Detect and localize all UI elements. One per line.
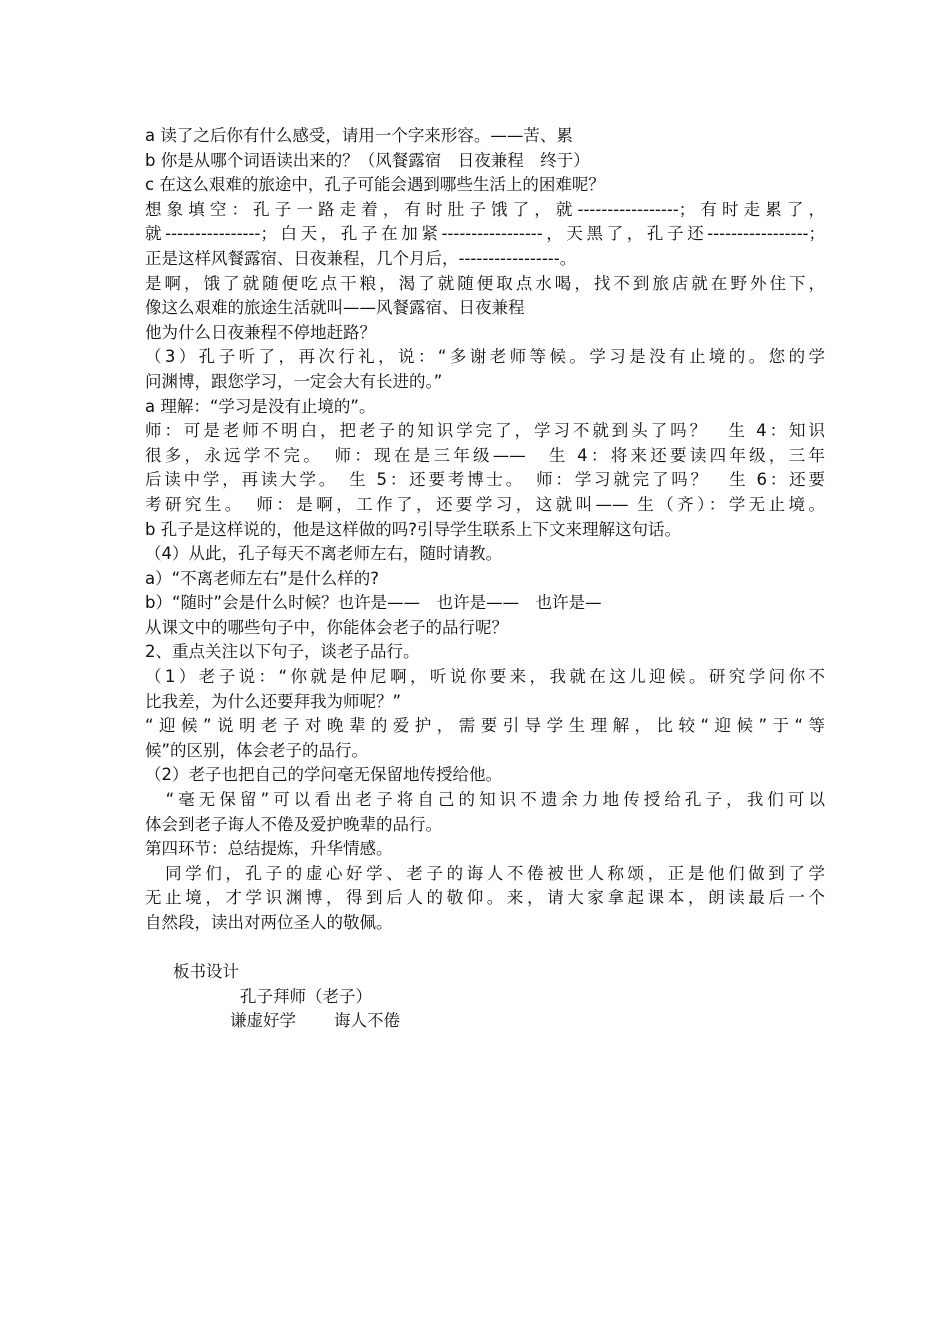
- text-line: 很多，永远学不完。 师：现在是三年级—— 生 4：将来还要读四年级，三年: [145, 445, 825, 465]
- text-line: 正是这样风餐露宿、日夜兼程，几个月后，-----------------。: [145, 248, 577, 268]
- text-line: 体会到老子诲人不倦及爱护晚辈的品行。: [145, 814, 442, 834]
- text-line: 师：可是老师不明白，把老子的知识学完了，学习不就到头了吗？ 生 4：知识: [145, 421, 825, 441]
- text-line: 候”的区别，体会老子的品行。: [145, 740, 369, 760]
- text-line: （3）孔子听了，再次行礼，说：“多谢老师等候。学习是没有止境的。您的学: [145, 347, 825, 367]
- text-line: 无止境，才学识渊博，得到后人的敬仰。来，请大家拿起课本，朗读最后一个: [145, 888, 825, 908]
- text-line: （4）从此，孔子每天不离老师左右，随时请教。: [145, 544, 502, 564]
- text-line: 他为什么日夜兼程不停地赶路？: [145, 322, 376, 342]
- text-line: 像这么艰难的旅途生活就叫——风餐露宿、日夜兼程: [145, 298, 525, 318]
- board-title: 孔子拜师（老子）: [240, 986, 372, 1006]
- text-line: 比我差，为什么还要拜我为师呢？”: [145, 691, 402, 711]
- text-line: “迎候”说明老子对晚辈的爱护，需要引导学生理解，比较“迎候”于“等: [145, 716, 825, 736]
- text-line: 后读中学，再读大学。 生 5：还要考博士。 师：学习就完了吗？ 生 6：还要: [145, 470, 825, 490]
- text-line: 2、重点关注以下句子，谈老子品行。: [145, 642, 420, 662]
- text-line: b 你是从哪个词语读出来的？（风餐露宿 日夜兼程 终于）: [145, 150, 590, 170]
- text-line: b 孔子是这样说的，他是这样做的吗?引导学生联系上下文来理解这句话。: [145, 519, 681, 539]
- text-line: c 在这么艰难的旅途中，孔子可能会遇到哪些生活上的困难呢？: [145, 175, 605, 195]
- text-line: a 理解：“学习是没有止境的”。: [145, 396, 376, 416]
- text-line: 想象填空：孔子一路走着，有时肚子饿了，就-----------------；有时走累了，: [145, 199, 825, 219]
- document-page: [145, 124, 825, 1034]
- text-line: （2）老子也把自己的学问毫无保留地传授给他。: [145, 765, 502, 785]
- text-line: “毫无保留”可以看出老子将自己的知识不遗余力地传授给孔子，我们可以: [145, 790, 825, 810]
- board-keyword-left: 谦虚好学: [230, 1011, 296, 1031]
- board-heading: 板书设计: [173, 962, 239, 982]
- text-line: a 读了之后你有什么感受，请用一个字来形容。——苦、累: [145, 126, 573, 145]
- text-line: 就----------------；白天，孔子在加紧-----------------，天黑了，孔子还-----------------；: [145, 224, 825, 244]
- text-line: a）“不离老师左右”是什么样的?: [145, 568, 379, 588]
- board-keyword-right: 诲人不倦: [334, 1011, 400, 1031]
- text-line: 同学们，孔子的虚心好学、老子的诲人不倦被世人称颂，正是他们做到了学: [145, 863, 825, 883]
- text-line: 是啊，饿了就随便吃点干粮，渴了就随便取点水喝，找不到旅店就在野外住下，: [145, 273, 825, 293]
- text-line: 自然段，读出对两位圣人的敬佩。: [145, 913, 393, 932]
- text-line: （1）老子说：“你就是仲尼啊，听说你要来，我就在这儿迎候。研究学问你不: [145, 667, 825, 687]
- text-line: 问渊博，跟您学习，一定会大有长进的。”: [145, 371, 443, 391]
- section-heading: 第四环节：总结提炼，升华情感。: [145, 839, 393, 859]
- blank-line: [145, 936, 825, 961]
- text-line: 考研究生。 师：是啊，工作了，还要学习，这就叫—— 生（齐）：学无止境。: [145, 494, 825, 514]
- board-keywords: [145, 1009, 825, 1034]
- text-line: b）“随时”会是什么时候？也许是—— 也许是—— 也许是—: [145, 593, 602, 613]
- text-line: 从课文中的哪些句子中，你能体会老子的品行呢？: [145, 617, 508, 637]
